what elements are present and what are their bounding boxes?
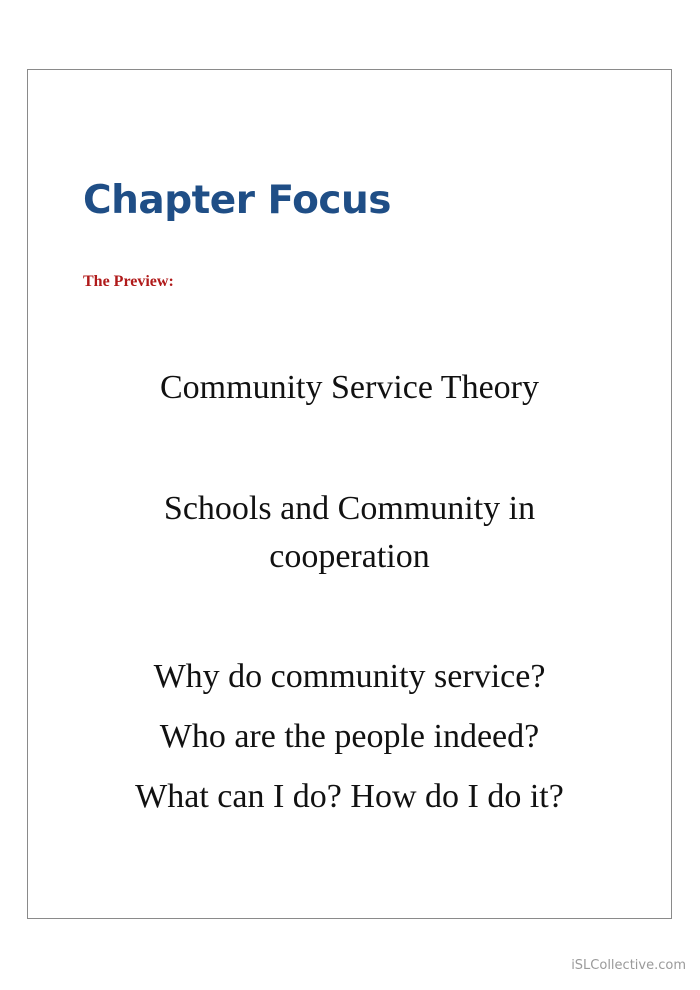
question-line-why: Why do community service? <box>153 658 546 695</box>
watermark-text: iSLCollective.com <box>571 958 686 973</box>
chapter-title: Chapter Focus <box>83 178 391 223</box>
topic-line-community-service-theory: Community Service Theory <box>160 369 539 406</box>
topic-line-schools-and-community: Schools and Community in <box>163 490 536 527</box>
question-line-who: Who are the people indeed? <box>159 718 540 755</box>
question-line-what-how: What can I do? How do I do it? <box>135 778 564 815</box>
preview-label: The Preview: <box>83 273 174 290</box>
topic-line-cooperation: cooperation <box>269 538 430 575</box>
